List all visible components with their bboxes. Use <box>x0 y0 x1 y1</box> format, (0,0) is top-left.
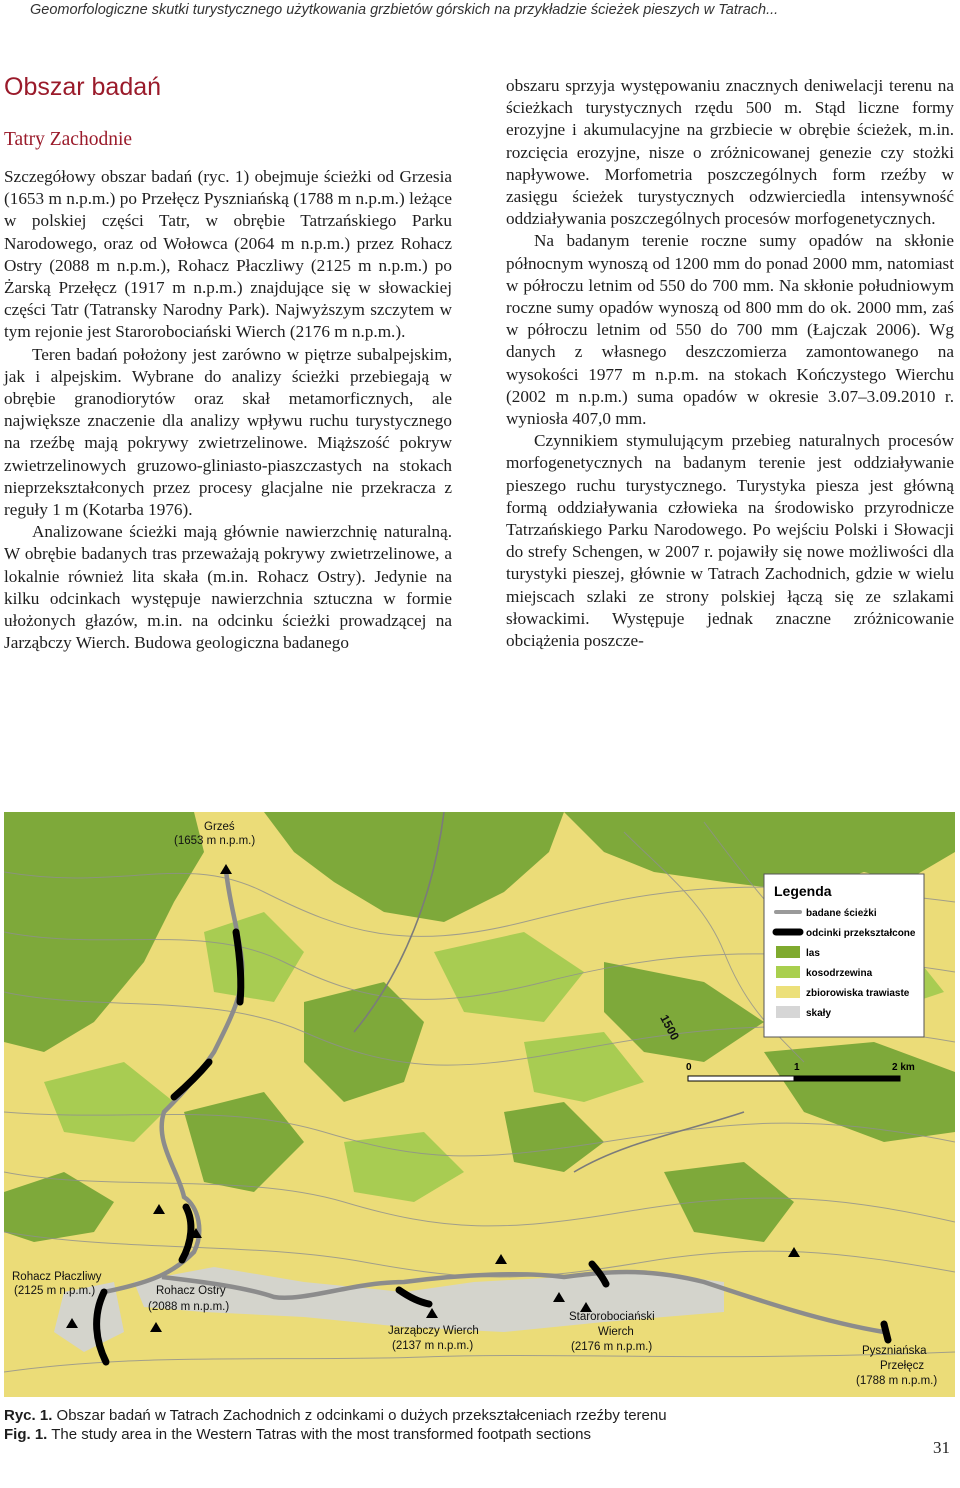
caption-en-text: The study area in the Western Tatras with the most transformed footpath sections <box>51 1426 591 1443</box>
label-grzes-name: Grześ <box>204 821 235 833</box>
label-rohacz-ostry-elev: (2088 m n.p.m.) <box>148 1301 230 1313</box>
study-area-map <box>4 812 955 1397</box>
label-starorobocianski-elev: (2176 m n.p.m.) <box>571 1341 653 1353</box>
paragraph: Teren badań położony jest zarówno w piętrze subalpejskim, jak i alpejskim. Wybrane do analizy ścieżki przebiegają w obrębie granodiorytów oraz skał metamorficznych, ale największe znaczenie dla analizy wpływu ruchu turystycznego na rzeźbę mają pokrywy zwietrzelinowe. Miąższość pokryw zwietrzelinowych gruzowo-gliniasto-piaszczastych na stokach nieprzekształconych przez procesy glacjalne nie przekracza z reguły 1 m (Kotarba 1976). <box>4 344 452 520</box>
subsection-title: Tatry Zachodnie <box>4 129 133 150</box>
legend-title: Legenda <box>774 883 832 899</box>
label-grzes-elev: (1653 m n.p.m.) <box>174 835 256 847</box>
legend-swatch <box>776 986 800 998</box>
paragraph: obszaru sprzyja występowaniu znacznych deniwelacji terenu na ścieżkach turystycznych rzędu 500 m. Stąd liczne formy erozyjne i akumulacyjne na grzbiecie w obrębie ścieżek, m.in. rozcięcia erozyjne, nisze o zróżnicowanej genezie czy stożki napływowe. Morfometria poszczególnych form rzeźby w zasięgu ścieżek turystycznych odzwierciedla intensywność oddziaływania poszczególnych procesów morfogenetycznych. <box>506 76 954 229</box>
section-title: Obszar badań <box>4 73 162 101</box>
label-starorobocianski-name2: Wierch <box>598 1326 634 1338</box>
scale-label-1: 1 <box>794 1062 800 1073</box>
legend-item-label: badane ścieżki <box>806 908 877 919</box>
page-number: 31 <box>933 1438 950 1457</box>
right-column <box>506 75 954 652</box>
label-rohacz-placzliwy-name: Rohacz Płaczliwy <box>12 1271 102 1283</box>
paragraph: Na badanym terenie roczne sumy opadów na skłonie północnym wynoszą od 1200 mm do ponad 2000 mm, natomiast w półroczu letnim od 550 do 700 mm. Na skłonie południowym roczne sumy opadów wynoszą od 800 mm do ok. 2000 mm, zaś w półroczu letnim od 550 do 700 mm (Łajczak 2006). Wg danych z własnego deszczomierza zamontowanego na wysokości 1977 m n.p.m. na stokach Kończystego Wierchu (2002 m n.p.m.) suma opadów w okresie 3.07–3.09.2010 r. wyniosła 407,0 mm. <box>506 231 954 429</box>
contour-label: 1500 <box>657 1012 683 1043</box>
caption-pl-text: Obszar badań w Tatrach Zachodnich z odcinkami o dużych przekształceniach rzeźby terenu <box>56 1407 667 1424</box>
caption-en-label: Fig. 1. <box>4 1426 48 1443</box>
label-starorobocianski-name: Starorobociański <box>569 1311 655 1323</box>
label-pyszniańska-name2: Przełęcz <box>880 1360 925 1372</box>
label-pyszniańska-name: Pyszniańska <box>862 1345 927 1357</box>
legend-item-label: zbiorowiska trawiaste <box>806 988 910 999</box>
label-pyszniańska-elev: (1788 m n.p.m.) <box>856 1375 938 1387</box>
left-column <box>4 72 452 654</box>
legend <box>764 874 924 1037</box>
scale-label-2: 2 km <box>892 1062 915 1073</box>
legend-swatch <box>776 946 800 958</box>
paragraph: Czynnikiem stymulującym przebieg naturalnych procesów morfogenetycznych na badanym terenie jest oddziaływanie pieszego ruchu turystycznego. Turystyka piesza jest główną formą oddziaływania człowieka na środowisko przyrodnicze Tatrzańskiego Parku Narodowego. Po wejściu Polski i Słowacji do strefy Schengen, w 2007 r. pojawiły się nowe możliwości dla turystyki pieszej, głównie w Tatrach Zachodnich, gdzie w wielu miejscach szlaki ze strony polskiej łączą się ze szlakami słowackimi. Występuje jednak znaczne zróżnicowanie obciążenia poszcze- <box>506 431 954 651</box>
legend-swatch <box>776 1006 800 1018</box>
label-rohacz-ostry-name: Rohacz Ostry <box>156 1285 226 1297</box>
paragraph: Szczegółowy obszar badań (ryc. 1) obejmuje ścieżki od Grzesia (1653 m n.p.m.) po Przełęcz Pyszniańską (1788 m n.p.m.) leżące w polskiej części Tatr, w obrębie Tatrzańskiego Parku Narodowego, oraz od Wołowca (2064 m n.p.m.) przez Rohacz Ostry (2088 m n.p.m.), Rohacz Płaczliwy (2125 m n.p.m.) po Żarską Przełęcz (1917 m n.p.m.) znajdujące się w słowackiej części Tatr (Tatransky Narodny Park). Najwyższym szczytem w tym rejonie jest Starorobociański Wierch (2176 m n.p.m.). <box>4 167 452 342</box>
running-header: Geomorfologiczne skutki turystycznego użytkowania grzbietów górskich na przykładzie ścieżek pieszych w Tatrach... <box>30 2 779 18</box>
legend-item-label: kosodrzewina <box>806 968 873 979</box>
label-rohacz-placzliwy-elev: (2125 m n.p.m.) <box>14 1285 96 1297</box>
figure-caption <box>4 1406 667 1444</box>
label-jarzabczy-elev: (2137 m n.p.m.) <box>392 1340 474 1352</box>
legend-swatch <box>776 966 800 978</box>
caption-pl-label: Ryc. 1. <box>4 1407 53 1424</box>
legend-item-label: las <box>806 948 820 959</box>
legend-item-label: odcinki przekształcone <box>806 928 916 939</box>
paragraph: Analizowane ścieżki mają głównie nawierzchnię naturalną. W obrębie badanych tras przeważają pokrywy zwietrzelinowe, a lokalnie również lita skała (m.in. Rohacz Ostry). Jedynie na kilku odcinkach występuje nawierzchnia sztuczna w formie ułożonych głazów, m.in. na odcinku ścieżki prowadzącej na Jarząbczy Wierch. Budowa geologiczna badanego <box>4 522 452 653</box>
label-jarzabczy-name: Jarząbczy Wierch <box>388 1325 479 1337</box>
scale-label-0: 0 <box>686 1062 692 1073</box>
legend-item-label: skały <box>806 1008 832 1019</box>
